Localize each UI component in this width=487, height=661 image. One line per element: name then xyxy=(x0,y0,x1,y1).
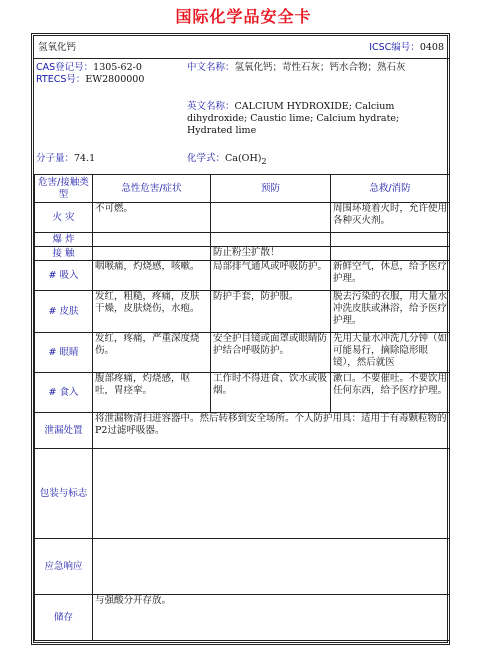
row-hazard xyxy=(93,247,211,261)
emergency-label: 应急响应 xyxy=(35,539,93,595)
row-type: # 眼睛 xyxy=(35,333,93,373)
emergency-row xyxy=(35,539,450,595)
packaging-text xyxy=(93,449,450,539)
header-type: 危害/接触类型 xyxy=(35,175,93,203)
table-row xyxy=(35,333,450,373)
chemical-formula xyxy=(187,153,267,168)
table-row xyxy=(35,203,450,233)
safety-card xyxy=(31,33,450,645)
formula-value: Ca(OH) xyxy=(225,153,262,164)
icsc-number xyxy=(369,42,444,54)
row-type: # 吸入 xyxy=(35,261,93,291)
substance-name: 氢氧化钙 xyxy=(38,42,77,53)
header-first-aid: 急救/消防 xyxy=(331,175,450,203)
header-hazard: 急性危害/症状 xyxy=(93,175,211,203)
row-first-aid: 新鲜空气，休息，给予医疗护理。 xyxy=(331,261,450,291)
en-name-block xyxy=(187,101,445,137)
row-type: # 皮肤 xyxy=(35,291,93,333)
packaging-row xyxy=(35,449,450,539)
row-hazard: 不可燃。 xyxy=(93,203,211,233)
row-hazard: 咽喉痛，灼烧感，咳嗽。 xyxy=(93,261,211,291)
leak-label: 泄漏处置 xyxy=(35,413,93,449)
emergency-text xyxy=(93,539,450,595)
hazard-table xyxy=(34,174,450,641)
row-prevention: 工作时不得进食、饮水或吸烟。 xyxy=(211,373,331,413)
mw-value: 74.1 xyxy=(74,153,96,164)
table-row xyxy=(35,291,450,333)
cn-name-label: 中文名称： xyxy=(187,62,235,73)
row-prevention: 防护手套，防护服。 xyxy=(211,291,331,333)
row-hazard xyxy=(93,233,211,247)
header-prevention: 预防 xyxy=(211,175,331,203)
cas-label: CAS登记号： xyxy=(36,62,94,73)
storage-label: 储存 xyxy=(35,595,93,641)
rtecs-value: EW2800000 xyxy=(85,74,145,85)
storage-text: 与强酸分开存放。 xyxy=(93,595,450,641)
packaging-label: 包装与标志 xyxy=(35,449,93,539)
row-first-aid xyxy=(331,233,450,247)
table-header-row xyxy=(35,175,450,203)
row-prevention xyxy=(211,233,331,247)
formula-label: 化学式： xyxy=(187,153,226,164)
storage-row xyxy=(35,595,450,641)
table-row xyxy=(35,247,450,261)
row-first-aid: 周围环境着火时，允许使用各种灭火剂。 xyxy=(331,203,450,233)
en-name-label: 英文名称： xyxy=(187,101,235,112)
row-prevention xyxy=(211,203,331,233)
row-first-aid xyxy=(331,247,450,261)
cn-name-block xyxy=(187,62,445,74)
rtecs-label: RTECS号： xyxy=(36,74,86,85)
leak-text: 将泄漏物清扫进容器中。然后转移到安全场所。个人防护用具：适用于有毒颗粒物的P2过滤呼吸器。 xyxy=(93,413,450,449)
row-hazard: 发红，疼痛，严重深度烧伤。 xyxy=(93,333,211,373)
row-type: # 食入 xyxy=(35,373,93,413)
molecular-weight xyxy=(36,153,95,165)
mw-label: 分子量： xyxy=(36,153,75,164)
formula-subscript: 2 xyxy=(261,156,267,166)
table-row xyxy=(35,261,450,291)
row-first-aid: 漱口。不要催吐。不要饮用任何东西，给予医疗护理。 xyxy=(331,373,450,413)
icsc-label: ICSC编号： xyxy=(369,42,420,53)
cn-name-value: 氢氧化钙；苛性石灰；钙水合物；熟石灰 xyxy=(234,62,406,73)
row-hazard: 发红，粗糙，疼痛，皮肤干燥，皮肤烧伤，水疱。 xyxy=(93,291,211,333)
row-type: 接 触 xyxy=(35,247,93,261)
row-type: 爆 炸 xyxy=(35,233,93,247)
row-prevention: 局部排气通风或呼吸防护。 xyxy=(211,261,331,291)
row-prevention: 防止粉尘扩散！ xyxy=(211,247,331,261)
row-prevention: 安全护目镜或面罩或眼睛防护结合呼吸防护。 xyxy=(211,333,331,373)
cas-block xyxy=(36,62,184,86)
divider xyxy=(34,58,449,59)
leak-row xyxy=(35,413,450,449)
table-row xyxy=(35,373,450,413)
row-type: 火 灾 xyxy=(35,203,93,233)
cas-value: 1305-62-0 xyxy=(93,62,142,73)
row-hazard: 腹部疼痛，灼烧感，呕吐，胃痉挛。 xyxy=(93,373,211,413)
card-title: 国际化学品安全卡 xyxy=(175,7,312,26)
icsc-value: 0408 xyxy=(419,42,444,53)
row-first-aid: 先用大量水冲洗几分钟（如可能易行，摘除隐形眼镜），然后就医 xyxy=(331,333,450,373)
row-first-aid: 脱去污染的衣服，用大量水冲洗皮肤或淋浴，给予医疗护理。 xyxy=(331,291,450,333)
cas-line xyxy=(36,62,184,74)
en-name-value: CALCIUM HYDROXIDE; Calcium dihydroxide; Caustic lime; Calcium hydrate; Hydrated lime xyxy=(187,101,400,136)
rtecs-line xyxy=(36,74,184,86)
table-row xyxy=(35,233,450,247)
